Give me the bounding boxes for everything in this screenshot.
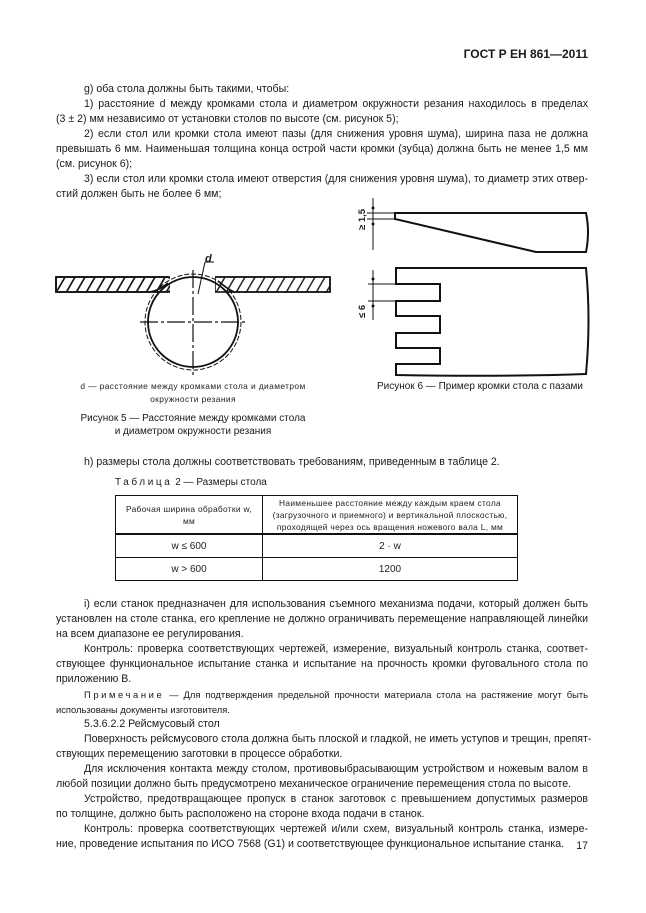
para-line: любой позиции должно быть предусмотрено механическое ограничение перемещения стола по высоте.: [56, 778, 572, 790]
figure5-legend-line: d — расстояние между кромками стола и диаметром: [80, 381, 306, 391]
note: [56, 687, 588, 717]
note-line: — Для подтверждения предельной прочности материала стола на растяжение могут быть: [164, 689, 588, 700]
table-cell: 2 · w: [263, 534, 518, 558]
control1-line: приложению В.: [56, 673, 132, 685]
para-line: по толщине, должно быть расположено на стороне входа подачи в станок.: [56, 808, 425, 820]
para-line: ствующих перемещению заготовки в процессе обработки.: [56, 748, 343, 760]
figure6-bottom-drawing: [368, 268, 589, 376]
figure6-top-drawing: [367, 198, 588, 252]
document-header: ГОСТ Р ЕН 861—2011: [463, 47, 588, 61]
table-row: [116, 534, 518, 558]
header-line: (загрузочного и приемного) и вертикальной плоскостью,: [272, 509, 508, 520]
figure6-dim-top: ≥ 1,5: [357, 208, 368, 230]
item-i-line: установлен на столе станка, его крепление не должно ограничивать перемещение направляющей линейки: [56, 613, 588, 625]
item-i-line: i) если станок предназначен для использования съемного механизма подачи, который должен быть: [84, 598, 588, 610]
table-cell: w ≤ 600: [116, 534, 263, 558]
figure5-label-d: d: [205, 253, 212, 265]
control1-line: ствующее функциональное испытание станка и испытание на прочность кромки фуговального стола по: [56, 658, 588, 670]
figure5-caption: [56, 412, 330, 438]
control1-line: Контроль: проверка соответствующих чертежей, измерение, визуальный контроль станка, соответ-: [84, 643, 588, 655]
table-cell: 1200: [263, 558, 518, 581]
page-number: 17: [576, 840, 588, 852]
table-header-row: [116, 496, 518, 535]
table2-title: [115, 477, 267, 488]
table-header-cell: [116, 496, 263, 535]
item-g-1-line: (3 ± 2) мм независимо от установки столов по высоте (см. рисунок 5);: [56, 113, 399, 125]
para-line: Поверхность рейсмусового стола должна быть плоской и гладкой, не иметь уступов и трещин, препят-: [84, 733, 592, 745]
item-h: [56, 455, 588, 470]
header-line: Рабочая ширина обработки w,: [125, 503, 253, 514]
table2-title-rest: 2 — Размеры стола: [172, 477, 267, 488]
item-g-2-line: 2) если стол или кромки стола имеют пазы (для снижения уровня шума), ширина паза не должна: [84, 128, 588, 140]
item-g-lead: g) оба стола должны быть такими, чтобы:: [84, 83, 290, 95]
item-g-2-line: превышать 6 мм. Наименьшая толщина конца острой части кромки (зубца) должна быть не менее 1,5 мм: [56, 143, 588, 155]
figure5-caption-line: и диаметром окружности резания: [114, 426, 272, 437]
table2: [115, 495, 518, 581]
item-g-3-line: стий должен быть не более 6 мм;: [56, 188, 222, 200]
figure5-caption-line: Рисунок 5 — Расстояние между кромками стола: [80, 413, 306, 424]
header-line: мм: [182, 515, 196, 526]
item-g-3-line: 3) если стол или кромки стола имеют отверстия (для снижения уровня шума), то диаметр этих отвер-: [84, 173, 588, 185]
section-heading: 5.3.6.2.2 Рейсмусовый стол: [84, 718, 220, 730]
note-label: Примечание: [84, 689, 165, 700]
item-i-line: на всем диапазоне ее регулирования.: [56, 628, 244, 640]
note-line: использованы документы изготовителя.: [56, 704, 230, 715]
figure5-legend: [56, 380, 330, 406]
header-line: проходящей через ось вращения ножевого вала L, мм: [276, 521, 504, 532]
table-row: [116, 558, 518, 581]
item-g-1-line: 1) расстояние d между кромками стола и диаметром окружности резания находилось в пределах: [84, 98, 588, 110]
item-g-2-line: (см. рисунок 6);: [56, 158, 133, 170]
table2-title-prefix: Таблица: [115, 477, 173, 488]
figure5-drawing: [56, 262, 330, 376]
header-line: Наименьшее расстояние между каждым краем стола: [279, 497, 501, 508]
section-body: [56, 717, 592, 852]
item-i: [56, 597, 588, 687]
para-line: Для исключения контакта между столом, противовыбрасывающим устройством и ножевым валом в: [84, 763, 588, 775]
figure5-legend-line: окружности резания: [150, 394, 236, 404]
para-line: Устройство, предотвращающее пропуск в станок заготовок с превышением допустимых размеров: [84, 793, 588, 805]
table-cell: w > 600: [116, 558, 263, 581]
control2-line: ние, проведение испытания по ИСО 7568 (G1) и соответствующее функциональное испытание станка.: [56, 838, 565, 850]
table-header-cell: [263, 496, 518, 535]
control2-line: Контроль: проверка соответствующих чертежей и/или схем, визуальный контроль станка, измере-: [84, 823, 588, 835]
figure6-dim-bottom: ≤ 6: [357, 304, 368, 318]
figure6-caption: Рисунок 6 — Пример кромки стола с пазами: [376, 381, 584, 392]
item-h-line: h) размеры стола должны соответствовать требованиям, приведенным в таблице 2.: [84, 456, 500, 468]
